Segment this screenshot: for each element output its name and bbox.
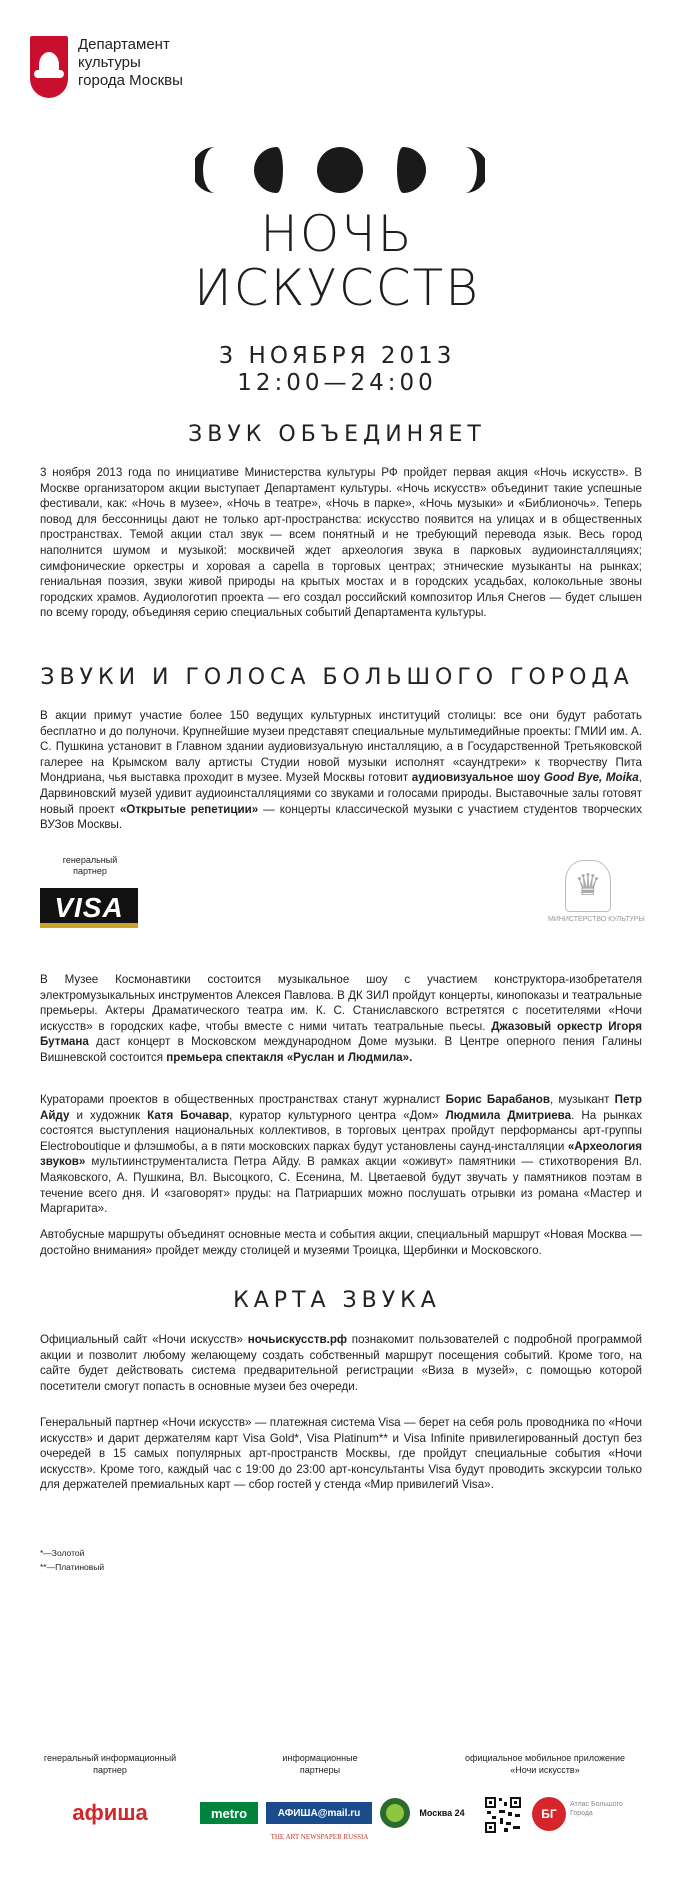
section-2-paragraph-3: Кураторами проектов в общественных пространствах станут журналист Борис Барабанов, музыкант Петр Айду и художник Катя Бочавар, куратор культурного центра «Дом» Людмила Дмитриева. На рынках состоятся выступления национальных коллективов, в торговых центрах пройдут перформансы арт-группы Electroboutique и флэшмобы, а в пяти московских парках будут установлены саунд-инсталляции «Археология звуков» мультиинструменталиста Петра Айду. В рамках акции «оживут» памятники — стихотворения Вл. Маяковского, А. Пушкина, Вл. Высоцкого, С. Есенина, М. Цветаевой будут звучать у памятников поэтам в течение всего дня. И «заговорят» пруды: на Патриарших можно послушать отрывки из романа «Мастер и Маргарита». (40, 1093, 643, 1216)
atlas-logo-text: Атлас Большого Города (570, 1801, 623, 1817)
moskva24-logo: Москва 24 (419, 1808, 465, 1818)
footnote-platinum: **—Платиновый (40, 1562, 105, 1572)
art-newspaper-logo: THE ART NEWSPAPER RUSSIA (270, 1833, 369, 1841)
section-heading-city-sounds: ЗВУКИ И ГОЛОСА БОЛЬШОГО ГОРОДА (40, 665, 634, 690)
section-2-paragraph-1: В акции примут участие более 150 ведущих культурных институций столицы: все они будут работать бесплатно и до полуночи. Крупнейшие музеи представят специальные мультимедийные проекты: ГМИИ им. А. С. Пушкина установит в Главном здании аудиовизуальную инсталляцию, а в Государственной Третьяковской галерее на Крымском валу артисты Студии новой музыки исполнят «саундтреки» к творчеству Пита Мондриана, чья выставка проходит в музее. Музей Москвы готовит аудиовизуальное шоу Good Bye, Moika, Дарвиновский музей удивит аудиоинсталляциями со звуками и голосами природы. Выставочные залы готовят новый проект «Открытые репетиции» — концерты классической музыки с участием студентов творческих ВУЗов Москвы. (40, 709, 642, 832)
metro-logo: metro (200, 1802, 258, 1824)
section-3-paragraph-2: Генеральный партнер «Ночи искусств» — платежная система Visa — берет на себя роль проводника по «Ночи искусств» и дарит держателям карт Visa Gold*, Visa Platinum** и Visa Infinite привилегированный доступ без очередей в 15 самых популярных арт-пространств Москвы, где пройдут специальные события «Ночи искусств». Кроме того, каждый час с 19:00 до 23:00 арт-консультанты Visa будут проводить экскурсии только для держателей премиальных карт — сбор гостей у стенда «Мир привилегий Visa». (40, 1416, 642, 1492)
moon-phases-logo (195, 145, 485, 195)
qr-code-icon (484, 1796, 522, 1834)
section-1-text: 3 ноября 2013 года по инициативе Министерства культуры РФ пройдет первая акция «Ночь искусств». В Москве организатором акции выступает Департамент культуры. «Ночь искусств» объединит такие успешные фестивали, как: «Ночь в музее», «Ночь в театре», «Ночь в парке», «Ночь музыки» и «Библионочь». Теперь повод для бессонницы дают не только арт-пространства: искусство появится на улицах и в общественных пространствах. Темой акции стал звук — всем понятный и не требующий перевода язык. Весь город наполнится шумом и музыкой: москвичей ждет археология звука в парковых аудиоинсталляциях; симфонические оркестры и хоровая a capella в торговых центрах; этнические музыканты на рынках; гениальная поэзия, звуки живой природы на крытых мостах и в городских усадьбах, колокольные звоны городских храмов. Аудиологотип проекта — его создал российский композитор Илья Снегов — будет слышен по всему городу, объединяя серию специальных событий Департамента культуры. (40, 466, 642, 620)
visa-logo: VISA (40, 888, 138, 928)
org-line-1: Департамент (78, 36, 170, 53)
double-headed-eagle-icon: ♛ (565, 860, 611, 912)
moscow-coat-of-arms-icon (30, 36, 68, 98)
afisha-mailru-logo: АФИША@mail.ru (266, 1802, 372, 1824)
info-partners-label: информационные партнеры (282, 1753, 358, 1775)
section-2-paragraph-4: Автобусные маршруты объединят основные места и события акции, специальный маршрут «Новая Москва — достойно внимания» пройдет между столицей и музеями Троицка, Щербинки и Московского. (40, 1228, 642, 1257)
afisha-logo: афиша (72, 1800, 148, 1825)
section-heading-sound-unites: ЗВУК ОБЪЕДИНЯЕТ (188, 422, 486, 447)
org-line-2: культуры (78, 54, 141, 71)
section-2-paragraph-2: В Музее Космонавтики состоится музыкальное шоу с участием конструктора-изобретателя электромузыкальных инструментов Алексея Павлова. В ДК ЗИЛ пройдут концерты, кинопоказы и театральные премьеры. Актеры Драматического театра им. К. С. Станиславского встретятся с посетителями «Ночи искусств» в городских кафе, чтобы вместе с ними читать театральные пьесы. Джазовый оркестр Игоря Бутмана даст концерт в Московском международном Доме музыки. В Центре оперного пения Галины Вишневской состоится премьера спектакля «Руслан и Людмила». (40, 973, 642, 1064)
ministry-of-culture-logo: ♛ МИНИСТЕРСТВО КУЛЬТУРЫ (548, 860, 628, 923)
footnote-gold: *—Золотой (40, 1548, 85, 1558)
mobile-app-label: официальное мобильное приложение «Ночи искусств» (464, 1753, 626, 1775)
section-heading-sound-map: КАРТА ЗВУКА (233, 1288, 441, 1313)
atlas-app-icon: БГ (532, 1797, 566, 1831)
org-line-3: города Москвы (78, 72, 183, 89)
event-time: 12:00—24:00 (237, 370, 437, 396)
section-3-paragraph-1: Официальный сайт «Ночи искусств» ночьискусств.рф познакомит пользователей с подробной программой акции и позволит любому желающему создать собственный маршрут посещения событий. Кроме того, на сайте будет действовать система предварительной регистрации «Виза в музей», с помощью которой посетители смогут попасть в основные музеи без очереди. (40, 1333, 642, 1393)
org-name (78, 36, 183, 90)
event-title-line-2: ИСКУССТВ (194, 259, 480, 317)
event-title-line-1: НОЧЬ (260, 205, 414, 263)
event-date: 3 НОЯБРЯ 2013 (218, 343, 456, 369)
general-partner-label: генеральный партнер (62, 855, 118, 876)
org-header (30, 36, 183, 98)
moskva24-circle-icon (380, 1798, 410, 1828)
general-info-partner-label: генеральный информационный партнер (43, 1753, 177, 1775)
